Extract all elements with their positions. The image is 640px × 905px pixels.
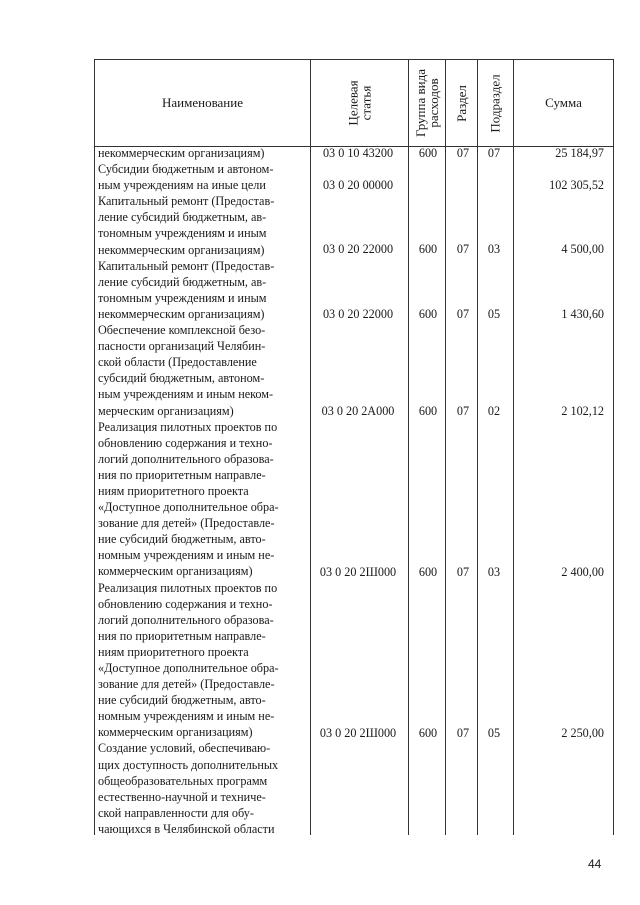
name-line: ской области (Предоставление [98,355,257,370]
code-cell: 03 0 20 00000 [322,178,394,192]
group-cell: 600 [418,242,438,256]
name-line: ным учреждениям и иным неком- [98,387,274,402]
name-line: ние субсидий бюджетным, авто- [98,693,266,708]
group-cell: 600 [418,146,438,160]
subsection-cell: 03 [487,242,501,256]
name-line: «Доступное дополнительное обра- [98,500,279,515]
name-line: ление субсидий бюджетным, ав- [98,210,267,225]
name-line: некоммерческим организациям) [98,146,265,160]
header-code-line: статья [358,85,374,121]
code-cell: 03 0 20 22000 [322,242,394,256]
name-line: ния по приоритетным направле- [98,628,266,643]
code-cell: 03 0 20 2Ш000 [319,726,397,740]
name-line: субсидий бюджетным, автоном- [98,371,265,386]
header-sum [514,59,613,147]
header-sum-label: Сумма [545,95,582,110]
col-border [310,59,311,835]
section-cell: 07 [456,565,470,579]
name-line: тономным учреждениям и иным [98,290,267,305]
name-line: чающихся в Челябинской области [98,821,275,836]
name-line: обновлению содержания и техно- [98,596,273,611]
col-border [613,59,614,835]
name-line: щих доступность дополнительных [98,757,279,772]
name-line: логий дополнительного образова- [98,451,274,466]
col-border [94,59,95,835]
name-line: ской направленности для обу- [98,805,254,820]
header-code [311,59,408,147]
name-line: ниям приоритетного проекта [98,644,249,659]
sum-cell: 2 250,00 [561,726,604,740]
name-line: Субсидии бюджетным и автоном- [98,162,274,177]
section-cell: 07 [456,307,470,321]
name-line: обновлению содержания и техно- [98,435,273,450]
header-subsection-label: Подраздел [488,73,504,133]
header-code-label [346,80,372,125]
name-line: ниям приоритетного проекта [98,483,249,498]
subsection-cell: 02 [487,404,501,418]
page-number: 44 [588,857,602,871]
group-cell: 600 [418,565,438,579]
group-cell: 600 [418,404,438,418]
name-line: номным учреждениям и иным не- [98,548,275,563]
name-line: Реализация пилотных проектов по [98,419,278,434]
section-cell: 07 [456,146,470,160]
name-column [98,145,306,837]
name-line: общеобразовательных программ [98,773,268,788]
code-cell: 03 0 20 2Ш000 [319,565,397,579]
name-line: естественно-научной и техниче- [98,789,266,804]
name-line: зование для детей» (Предоставле- [98,516,275,531]
section-cell: 07 [456,726,470,740]
name-line: коммерческим организациям) [98,564,253,579]
name-line: «Доступное дополнительное обра- [98,661,279,675]
name-line: номным учреждениям и иным не- [98,709,275,724]
sum-cell: 4 500,00 [561,242,604,256]
sum-cell: 25 184,97 [555,146,604,160]
header-group-label [414,69,440,137]
code-cell: 03 0 20 2А000 [321,404,395,418]
group-cell: 600 [418,307,438,321]
col-border [445,59,446,835]
name-line: коммерческим организациям) [98,725,253,740]
header-name [95,59,310,147]
code-cell: 03 0 10 43200 [322,146,394,160]
name-line: зование для детей» (Предоставле- [98,677,275,692]
name-line: тономным учреждениям и иным [98,226,267,241]
header-group-line: Группа вида [413,69,429,137]
header-section [446,59,477,147]
subsection-cell: 07 [487,146,501,160]
header-section-label: Раздел [454,84,469,122]
name-line: мерческим организациям) [98,403,234,418]
subsection-cell: 03 [487,565,501,579]
name-line: Реализация пилотных проектов по [98,580,278,595]
name-line: ние субсидий бюджетным, авто- [98,532,266,547]
name-line: ния по приоритетным направле- [98,467,266,482]
name-line: некоммерческим организациям) [98,242,265,257]
name-line: некоммерческим организациям) [98,306,265,321]
name-line: Создание условий, обеспечиваю- [98,741,271,756]
header-code-line: Целевая [345,80,361,126]
subsection-cell: 05 [487,726,501,740]
subsection-cell: 05 [487,307,501,321]
col-border [408,59,409,835]
col-border [477,59,478,835]
name-line: ным учреждениям на иные цели [98,178,266,193]
section-cell: 07 [456,242,470,256]
name-line: Капитальный ремонт (Предостав- [98,194,275,209]
group-cell: 600 [418,726,438,740]
col-border [513,59,514,835]
header-subsection [478,59,513,147]
sum-cell: 1 430,60 [561,307,604,321]
name-line: Капитальный ремонт (Предостав- [98,258,275,273]
sum-cell: 2 102,12 [561,404,604,418]
name-line: пасности организаций Челябин- [98,339,266,354]
header-name-label: Наименование [162,95,243,110]
header-group-line: расходов [426,78,442,128]
section-cell: 07 [456,404,470,418]
name-line: ление субсидий бюджетным, ав- [98,274,267,289]
code-cell: 03 0 20 22000 [322,307,394,321]
header-group [409,59,445,147]
sum-cell: 102 305,52 [549,178,604,192]
name-line: Обеспечение комплексной безо- [98,323,266,338]
name-line: логий дополнительного образова- [98,612,274,627]
sum-cell: 2 400,00 [561,565,604,579]
